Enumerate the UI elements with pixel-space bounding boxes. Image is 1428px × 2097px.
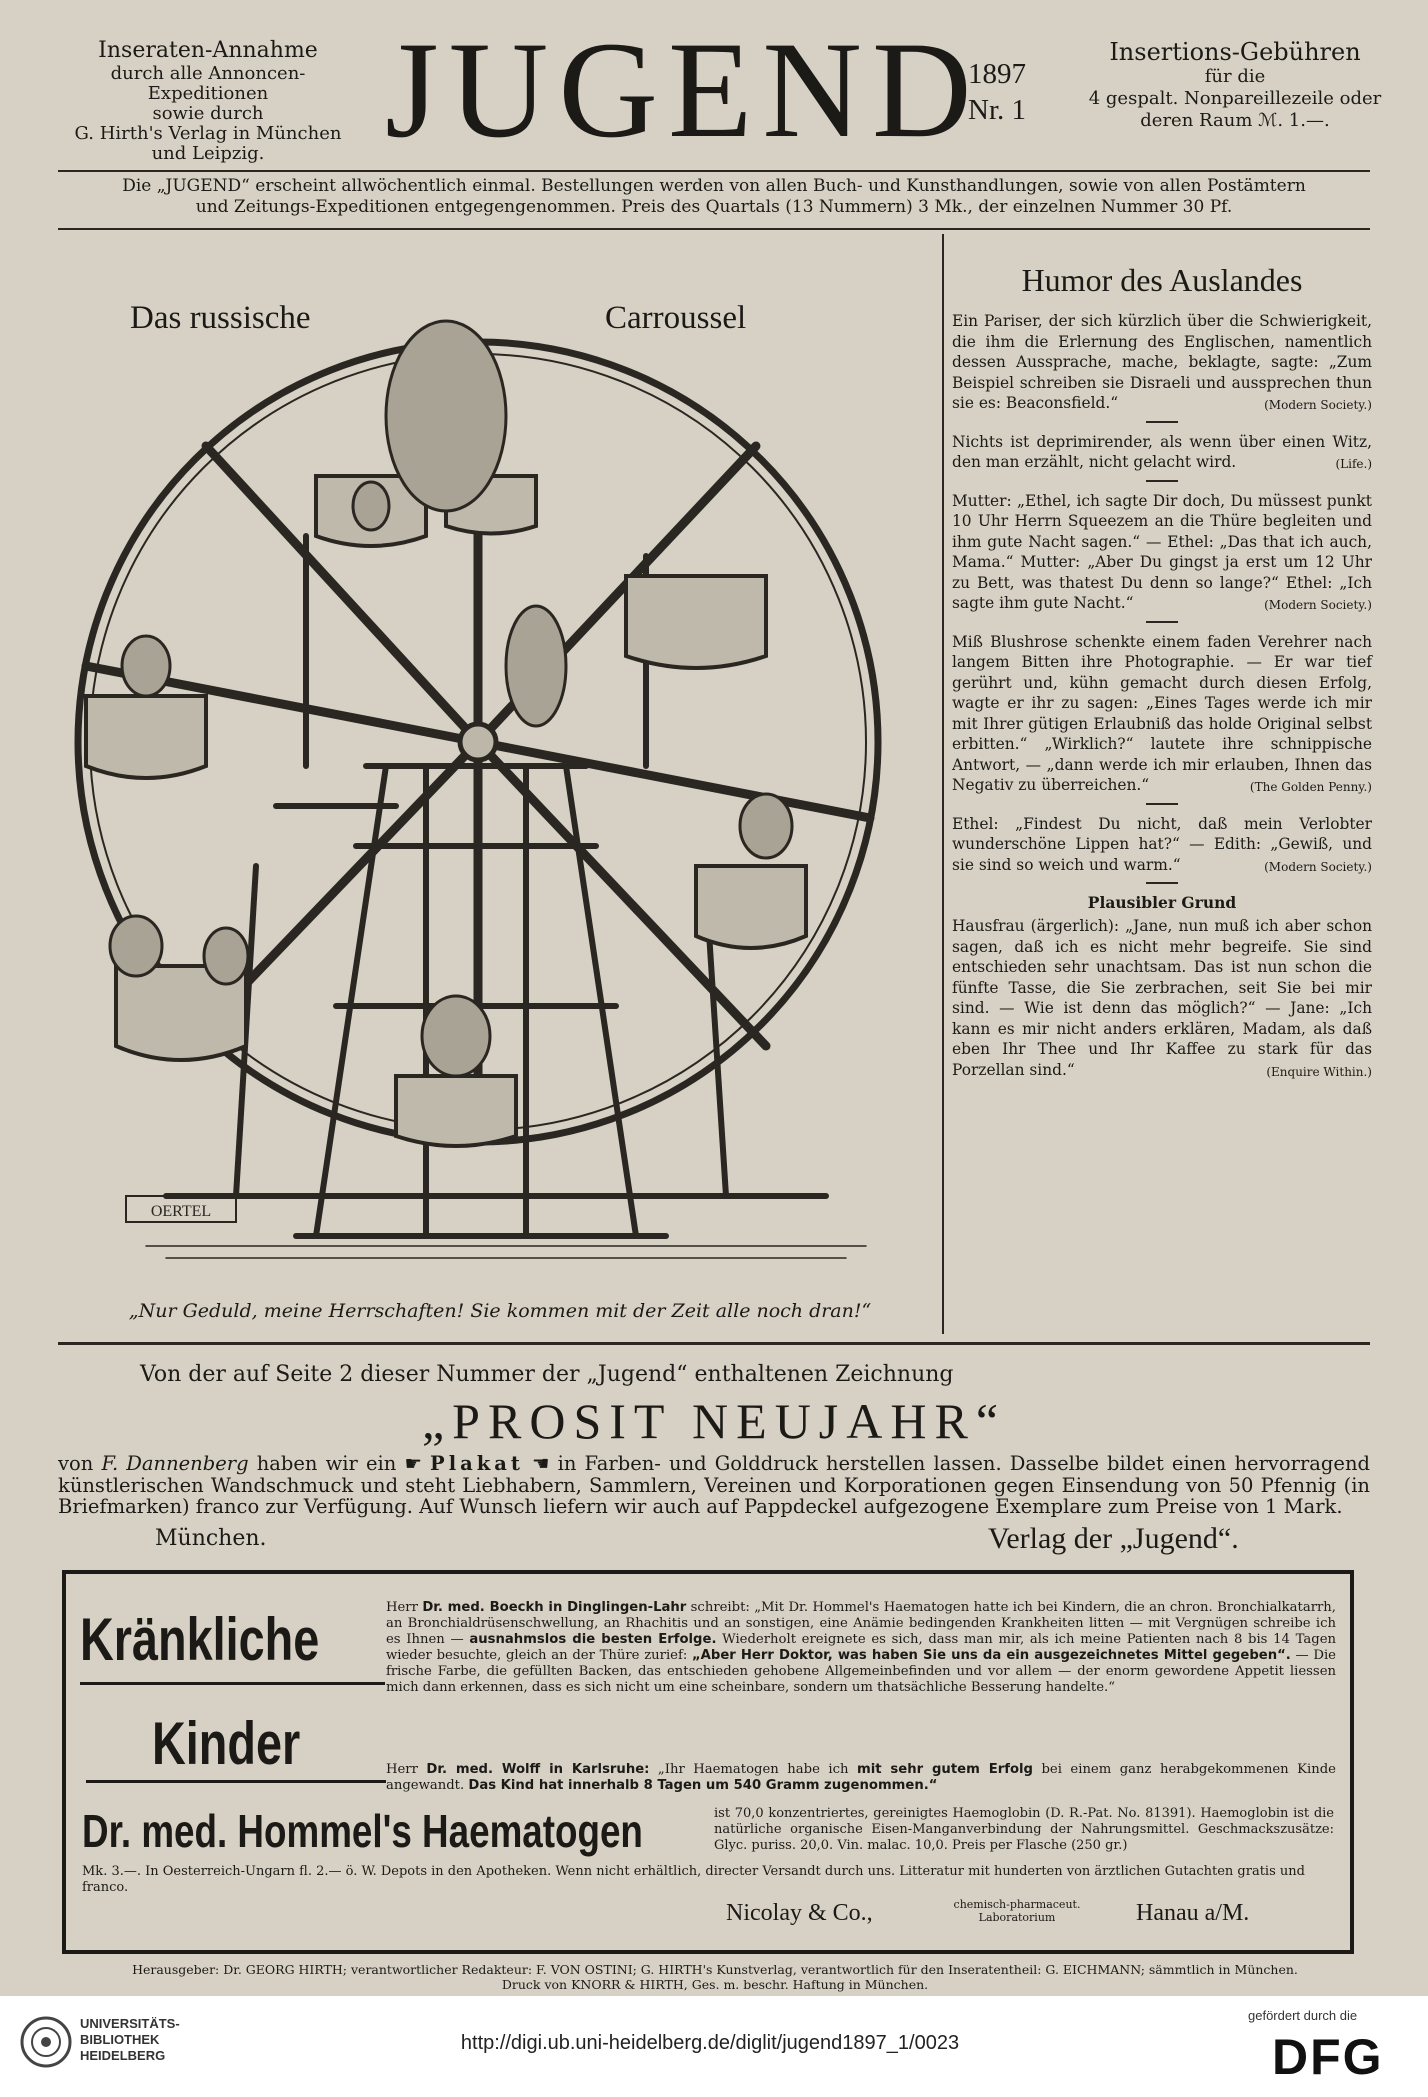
announcement-headline: „PROSIT NEUJAHR“ [421,1393,1007,1449]
announcement-body [58,1453,1370,1518]
masthead-right-line: Insertions-Gebühren [1109,38,1361,66]
ad-headline-1: Kränkliche [80,1606,320,1673]
masthead-left [58,38,358,164]
artist-signature: OERTEL [150,1203,212,1220]
cartoon-title-right: Carroussel [605,300,747,336]
column-divider [942,234,944,1334]
pointing-hand-icon: ☛ [404,1452,431,1475]
humor-title: Humor des Auslandes [1021,262,1303,298]
masthead-right [1085,38,1385,132]
cartoon-title-left: Das russische [130,300,311,336]
humor-separator [1146,621,1178,623]
masthead-right-line: 4 gespalt. Nonpareillezeile oder [1088,88,1382,109]
ad-text: bei einem ganz herabgekommenen Kinde angewandt. [386,1762,1336,1793]
imprint-line: Herausgeber: Dr. GEORG HIRTH; verantwortlicher Redakteur: F. VON OSTINI; G. HIRTH's Kunstverlag, verantwortlich für den Inseratentheil: G. EICHMANN; sämmtlich in München. [132,1962,1298,1977]
ad-headline-underline [86,1780,386,1783]
subscription-notice [58,176,1370,218]
ad-testimonial-1 [386,1600,1336,1696]
library-name-line: UNIVERSITÄTS- [80,2016,180,2031]
humor-column [952,262,1372,1082]
humor-source: (Modern Society.) [1264,598,1372,612]
masthead-left-line: durch alle Annoncen-Expeditionen [110,63,306,104]
section-rule [58,1342,1370,1345]
ad-product-name: Dr. med. Hommel's Haematogen [82,1805,643,1857]
humor-item [952,814,1372,876]
humor-separator [1146,803,1178,805]
funding-note: gefördert durch die [1248,2008,1358,2023]
ad-company: Nicolay & Co., [726,1900,873,1926]
ad-highlight: mit sehr gutem Erfolg [856,1762,1033,1777]
university-seal-icon [20,2014,72,2070]
humor-text: Ein Pariser, der sich kürzlich über die Schwierigkeit, die ihm die Erlernung des Englischen, namentlich dessen Aussprache, mache, beklagte, sagte: „Zum Beispiel schreiben sie Disraeli und aussprechen thun sie es: Beaconsfield.“ [952,312,1372,412]
masthead-title: JUGEND [385,13,982,166]
ad-highlight: ausnahmslos die besten Erfolge. [469,1632,717,1647]
ad-laboratory-line: Laboratorium [978,1911,1056,1924]
humor-text: Nichts ist deprimirender, als wenn über einen Witz, den man erzählt, nicht gelacht wird. [952,432,1372,471]
ad-highlight: „Aber Herr Doktor, was haben Sie uns da ein ausgezeichnetes Mittel gegeben“. [692,1648,1291,1663]
ad-text: Herr [386,1762,427,1777]
announcement-text: in Farben- und Golddruck herstellen lassen. Dasselbe bildet einen hervorragend künstlerischen Wandschmuck und steht Liebhabern, Sammlern, Vereinen und Korporationen gegen Einsendung von 50 Pfennig (in Briefmarken) franco zur Verfügung. Auf Wunsch liefern wir auch auf Pappdeckel aufgezogene Exemplare zum Preise von 1 Mark. [58,1452,1370,1518]
ad-text: Herr [386,1600,423,1615]
humor-item [952,632,1372,796]
ad-laboratory [942,1898,1092,1924]
notice-rule [58,228,1370,230]
cartoon-caption: „Nur Geduld, meine Herrschaften! Sie kommen mit der Zeit alle noch dran!“ [128,1300,872,1322]
imprint-line: Druck von KNORR & HIRTH, Ges. m. beschr. Haftung in München. [501,1977,929,1992]
humor-separator [1146,882,1178,884]
masthead-rule [58,170,1370,172]
ad-pricing: Mk. 3.—. In Oesterreich-Ungarn fl. 2.— ö. W. Depots in den Apotheken. Wenn nicht erhältlich, directer Versandt durch uns. Litteratur mit hunderten von ärztlichen Gutachten gratis und franco. [82,1864,1305,1895]
plakat-label: Plakat [430,1452,524,1475]
issue-year: 1897 [968,58,1026,90]
humor-item [952,432,1372,473]
announcement-text: von [58,1452,102,1475]
carousel-illustration [66,246,936,1326]
issue-number: Nr. 1 [968,94,1026,126]
notice-line: und Zeitungs-Expeditionen entgegengenommen. Preis des Quartals (13 Nummern) 3 Mk., der einzelnen Nummer 30 Pf. [195,197,1233,217]
ad-doctor-name: Dr. med. Boeckh in Dinglingen-Lahr [422,1600,687,1615]
humor-text: Miß Blushrose schenkte einem faden Verehrer nach langem Bitten ihre Photographie. — Er war tief gerührt und, kühn gemacht durch diesen Erfolg, wagte er ihr zu sagen: „Eines Tages werde ich mir mit Ihrer gütigen Erlaubniß das holde Original selbst erbitten.“ „Wirklich?“ lautete ihre schnippische Antwort, — „dann werde ich mir erlauben, Ihnen das Negativ zu überreichen.“ [952,632,1372,794]
announcement-city: München. [155,1526,267,1551]
ad-headline-underline [80,1682,385,1685]
humor-text: Mutter: „Ethel, ich sagte Dir doch, Du müssest punkt 10 Uhr Herrn Squeezem an die Thüre begleiten und ihm gute Nacht sagen.“ — Ethel: „Das that ich auch, Mama.“ Mutter: „Aber Du gingst ja erst um 12 Uhr zu Bett, was thatest Du denn so lange?“ Ethel: „Ich sagte ihm gute Nacht.“ [952,491,1372,612]
humor-item [952,916,1372,1080]
ad-text: „Ihr Haematogen habe ich [649,1762,857,1777]
notice-line: Die „JUGEND“ erscheint allwöchentlich einmal. Bestellungen werden von allen Buch- und Kunsthandlungen, sowie von allen Postämtern [122,176,1306,196]
ad-doctor-name: Dr. med. Wolff in Karlsruhe: [426,1762,650,1777]
permalink-url[interactable]: http://digi.ub.uni-heidelberg.de/diglit/jugend1897_1/0023 [460,2032,960,2054]
ad-city: Hanau a/M. [1136,1900,1250,1926]
ad-testimonial-2 [386,1762,1336,1794]
humor-subheading: Plausibler Grund [1087,893,1237,912]
humor-item [952,311,1372,414]
humor-item [952,491,1372,614]
humor-text: Ethel: „Findest Du nicht, daß mein Verlobter wunderschöne Lippen hat?“ — Edith: „Gewiß, und sie sind so weich und warm.“ [952,814,1372,874]
masthead-left-line: G. Hirth's Verlag in München [74,123,342,144]
humor-separator [1146,480,1178,482]
masthead-left-line: Inseraten-Annahme [98,38,318,63]
humor-text: Hausfrau (ärgerlich): „Jane, nun muß ich aber schon sagen, daß ich es nicht mehr begreife. Sie sind entschieden sehr unachtsam. Das ist nun schon die fünfte Tasse, die Sie zerbrachen, seit Sie bei mir sind. — Wie ist denn das möglich?“ — Jane: „Ich kann es mir nicht anders erklären, Madam, als daß eben Ihr Thee und Ihr Kaffee zu stark für das Porzellan sind.“ [952,917,1372,1079]
ad-highlight: Das Kind hat innerhalb 8 Tagen um 540 Gramm zugenommen.“ [468,1778,938,1793]
library-name [80,2016,180,2064]
ad-laboratory-line: chemisch-pharmaceut. [953,1898,1081,1911]
ad-headline-2: Kinder [152,1710,301,1777]
humor-source: (Modern Society.) [1264,398,1372,412]
humor-source: (Enquire Within.) [1266,1064,1372,1079]
ad-text: schreibt: „Mit Dr. Hommel's Haematogen hatte ich bei Kindern, die an chron. Bronchialkatarrh, an Bronchialdrüsenschwellung, an Rhachitis und an sonstigen, eine Anämie bedingenden Krankheiten litten — mit Vergnügen schreibe ich es Ihnen — [386,1600,1336,1647]
ad-text: — Die frische Farbe, die gefüllten Backen, das entschieden gehobene Allgemeinbefinden und vor allem — der enorm gewordene Appetit liessen mich dann erkennen, dass es sich nicht um eine scheinbare, sondern um thatsächliche Besserung handelte.“ [386,1648,1336,1695]
announcement-publisher: Verlag der „Jugend“. [988,1522,1239,1555]
ad-product-description: ist 70,0 konzentriertes, gereinigtes Haemoglobin (D. R.-Pat. No. 81391). Haemoglobin ist die natürliche organische Eisen-Manganverbindung der Nahrungsmittel. Geschmackszusätze: Glyc. puriss. 20,0. Vin. malac. 10,0. Preis per Flasche (250 gr.) [714,1806,1334,1853]
masthead-left-line: und Leipzig. [151,143,265,164]
ad-text: Wiederholt ereignete es sich, dass man mir, als ich meine Patienten nach 8 bis 14 Tagen wieder besuchte, gleich an der Thüre zurief: [386,1632,1336,1663]
artist-name: F. Dannenberg [101,1452,249,1475]
masthead-right-line: für die [1204,66,1266,87]
library-name-line: BIBLIOTHEK [80,2032,160,2047]
imprint [50,1962,1380,1992]
humor-source: (Modern Society.) [1264,859,1372,874]
dfg-logo: DFG [1272,2029,1384,2085]
masthead-right-line: deren Raum ℳ. 1.—. [1140,110,1330,131]
library-name-line: HEIDELBERG [80,2048,166,2063]
pointing-hand-icon: ☚ [523,1452,550,1475]
masthead-issue [968,56,1058,128]
haematogen-advertisement [62,1570,1354,1954]
masthead-left-line: sowie durch [152,103,264,124]
humor-source: (The Golden Penny.) [1249,780,1372,794]
humor-separator [1146,421,1178,423]
announcement-text: haben wir ein [248,1452,405,1475]
humor-source: (Life.) [1335,457,1372,471]
announcement-intro: Von der auf Seite 2 dieser Nummer der „Jugend“ enthaltenen Zeichnung [140,1362,954,1387]
